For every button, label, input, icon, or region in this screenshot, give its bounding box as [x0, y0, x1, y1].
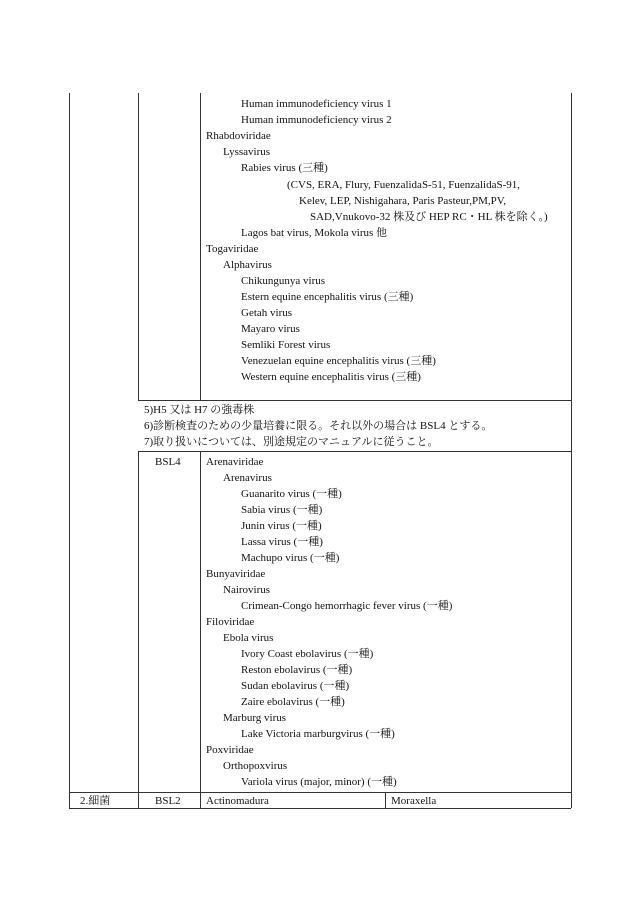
virus-line: Chikungunya virus — [241, 275, 326, 287]
family-line: Bunyaviridae — [206, 568, 266, 580]
genus-line: Nairovirus — [223, 584, 271, 596]
virus-line: Ivory Coast ebolavirus (一種) — [241, 648, 374, 660]
biosafety-level-label: BSL4 — [155, 456, 181, 468]
virus-line: Lake Victoria marburgvirus (一種) — [241, 728, 395, 740]
virus-line: Lagos bat virus, Mokola virus 他 — [241, 227, 388, 239]
virus-line: Sabia virus (一種) — [241, 504, 323, 516]
genus-line: Arenavirus — [223, 472, 272, 484]
genus-line: Alphavirus — [223, 259, 272, 271]
virus-line: Machupo virus (一種) — [241, 552, 340, 564]
table-border-col2-top — [200, 93, 201, 400]
virus-line: Mayaro virus — [241, 323, 300, 335]
footnote-6: 6)診断検査のための少量培養に限る。それ以外の場合は BSL4 とする。 — [144, 420, 493, 432]
virus-line: Variola virus (major, minor) (一種) — [241, 776, 397, 788]
virus-line: Human immunodeficiency virus 2 — [241, 114, 392, 126]
virus-line: Human immunodeficiency virus 1 — [241, 98, 392, 110]
virus-line: Crimean-Congo hemorrhagic fever virus (一種) — [241, 600, 453, 612]
footnote-7: 7)取り扱いについては、別途規定のマニュアルに従うこと。 — [144, 436, 439, 448]
table-border-col1-bottom — [138, 451, 139, 808]
biosafety-level-label: BSL2 — [155, 795, 181, 807]
strain-exclusion-line: Kelev, LEP, Nishigahara, Paris Pasteur,PM,PV, — [299, 195, 507, 207]
table-rule-bacteria-top — [69, 792, 571, 793]
table-border-col1-top — [138, 93, 139, 400]
virus-line: Reston ebolavirus (一種) — [241, 664, 353, 676]
table-rule-notes-top — [138, 400, 571, 401]
strain-exclusion-line: SAD,Vnukovo-32 株及び HEP RC・HL 株を除く。) — [310, 211, 548, 223]
virus-line: Western equine encephalitis virus (三種) — [241, 371, 421, 383]
virus-line: Lassa virus (一種) — [241, 536, 323, 548]
category-label: 2.細菌 — [80, 795, 111, 807]
virus-line: Guanarito virus (一種) — [241, 488, 342, 500]
table-border-left — [69, 93, 70, 808]
virus-line: Junin virus (一種) — [241, 520, 322, 532]
genus-line: Orthopoxvirus — [223, 760, 288, 772]
table-border-split — [385, 792, 386, 808]
genus-line: Ebola virus — [223, 632, 274, 644]
table-rule-notes-bottom — [138, 451, 571, 452]
family-line: Filoviridae — [206, 616, 255, 628]
bacteria-name: Actinomadura — [206, 795, 269, 807]
virus-line: Estern equine encephalitis virus (三種) — [241, 291, 414, 303]
table-border-col2-bottom — [200, 451, 201, 808]
virus-line: Venezuelan equine encephalitis virus (三種) — [241, 355, 436, 367]
virus-line: Zaire ebolavirus (一種) — [241, 696, 345, 708]
family-line: Rhabdoviridae — [206, 130, 271, 142]
genus-line: Marburg virus — [223, 712, 287, 724]
family-line: Togaviridae — [206, 243, 259, 255]
bacteria-name: Moraxella — [391, 795, 437, 807]
table-rule-bottom — [69, 808, 571, 809]
virus-line: Getah virus — [241, 307, 293, 319]
table-border-right — [571, 93, 572, 808]
strain-exclusion-line: (CVS, ERA, Flury, FuenzalidaS-51, FuenzalidaS-91, — [287, 179, 521, 191]
virus-line: Sudan ebolavirus (一種) — [241, 680, 350, 692]
genus-line: Lyssavirus — [223, 146, 271, 158]
family-line: Arenaviridae — [206, 456, 264, 468]
footnote-5: 5)H5 又は H7 の強毒株 — [144, 404, 255, 416]
virus-line: Rabies virus (三種) — [241, 162, 328, 174]
virus-line: Semliki Forest virus — [241, 339, 331, 351]
family-line: Poxviridae — [206, 744, 254, 756]
